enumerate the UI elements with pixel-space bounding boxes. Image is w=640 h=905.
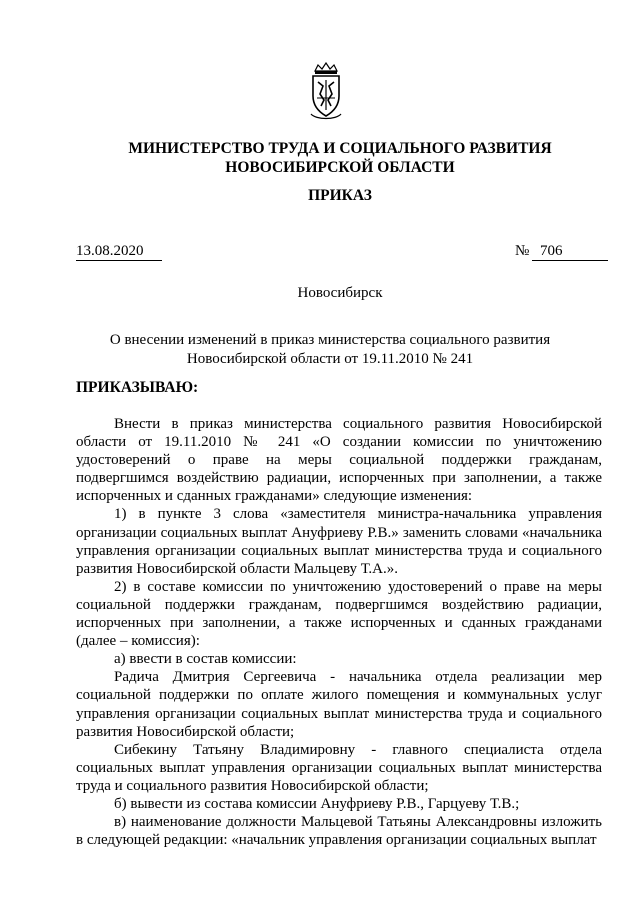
paragraph: Внести в приказ министерства социального развития Новосибирской области от 19.11.2010 № 241 «О создании комиссии по уничтожению удостоверений о праве на меры социальной поддержки гражданам, подвергшимся воздействию радиации, испорченных при заполнении, а также испорченных и сданных гражданами» следующие изменения: <box>76 416 602 505</box>
document-subject <box>80 331 580 368</box>
paragraph: Радича Дмитрия Сергеевича - начальника отдела реализации мер социальной поддержки по оплате жилого помещения и коммунальных услуг управления организации социальных выплат министерства труда и социального развития Новосибирской области; <box>76 669 602 740</box>
number-label: № <box>515 243 530 259</box>
document-number: 706 <box>532 243 608 261</box>
order-heading: ПРИКАЗЫВАЮ: <box>76 379 199 396</box>
paragraph: а) ввести в состав комиссии: <box>114 651 297 668</box>
ministry-title <box>60 139 620 177</box>
document-body <box>76 415 602 849</box>
paragraph: в) наименование должности Мальцевой Татьяны Александровны изложить в следующей редакции: «начальник управления организации социальных выплат <box>76 814 602 849</box>
subject-line1: О внесении изменений в приказ министерства социального развития <box>109 332 551 348</box>
city: Новосибирск <box>297 285 383 301</box>
paragraph: 2) в составе комиссии по уничтожению удостоверений о праве на меры социальной поддержки гражданам, подвергшимся воздействию радиации, испорченных при заполнении, а также испорченных и сданных гражданами (далее – комиссия): <box>76 578 602 650</box>
coat-of-arms-icon <box>306 62 346 122</box>
paragraph: б) вывести из состава комиссии Ануфриеву Р.В., Гарцуеву Т.В.; <box>114 795 520 812</box>
document-type: ПРИКАЗ <box>308 187 372 204</box>
ministry-title-line1: МИНИСТЕРСТВО ТРУДА И СОЦИАЛЬНОГО РАЗВИТИЯ <box>128 140 552 157</box>
document-date: 13.08.2020 <box>76 243 162 261</box>
paragraph: Сибекину Татьяну Владимировну - главного специалиста отдела социальных выплат управления организации социальных выплат министерства труда и социального развития Новосибирской области; <box>76 741 602 794</box>
subject-line2: Новосибирской области от 19.11.2010 № 241 <box>186 350 474 367</box>
ministry-title-line2: НОВОСИБИРСКОЙ ОБЛАСТИ <box>225 159 455 176</box>
paragraph: 1) в пункте 3 слова «заместителя министра-начальника управления организации социальных выплат Ануфриеву Р.В.» заменить словами «начальника управления организации социальных выплат министерства труда и социального развития Новосибирской области Мальцеву Т.А.». <box>76 506 602 577</box>
